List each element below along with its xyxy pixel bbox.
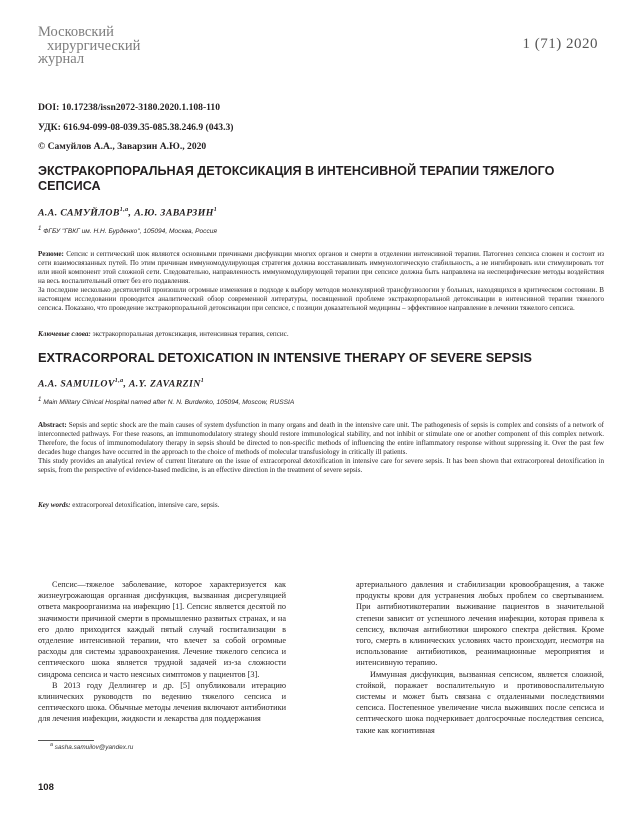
authors-en: A.A. SAMUILOV$^{1,a}$, A.Y. ZAVARZIN$^1$ xyxy=(38,378,205,390)
body-column-right xyxy=(356,579,604,736)
authors-ru: А.А. САМУЙЛОВ$^{1,a}$, А.Ю. ЗАВАРЗИН$^1$ xyxy=(38,207,218,219)
abstract-en-p1 xyxy=(38,421,604,457)
author-1-sup: 1,a xyxy=(119,207,129,213)
keywords-en xyxy=(38,501,219,509)
article-title-en: EXTRACORPORAL DETOXICATION IN INTENSIVE THERAPY OF SEVERE SEPSIS xyxy=(38,350,532,365)
author-1-sup: 1,a xyxy=(114,378,124,384)
abstract-label: Резюме: xyxy=(38,250,64,258)
issue-number: 1 (71) 2020 xyxy=(522,36,598,52)
keywords-text: extracorporeal detoxification, intensive care, sepsis. xyxy=(72,501,220,509)
abstract-label: Abstract: xyxy=(38,421,67,429)
article-title-ru: ЭКСТРАКОРПОРАЛЬНАЯ ДЕТОКСИКАЦИЯ В ИНТЕНСИВНОЙ ТЕРАПИИ ТЯЖЕЛОГО СЕПСИСА xyxy=(38,164,555,193)
logo-line-3: журнал xyxy=(38,51,85,67)
affiliation-en xyxy=(38,397,294,406)
abstract-text: Сепсис и септический шок являются основными причинами дисфункции многих органов и смерти в отделении интенсивной терапии. Патогенез сепсиса сложен и состоит из сети взаимосвязанных путей. По этим причинам иммуномодулирующая стратегия должна восстанавливать иммунологическую стабильность, а не ингибировать или стимулировать тот или иной компонент этой сложной сети. Следовательно, направленность иммуномодулирующей терапии при сепсисе должна быть направлена на неспецифические методы воздействия на весь воспалительный ответ без его подавления. xyxy=(38,250,604,286)
abstract-text: Sepsis and septic shock are the main causes of system dysfunction in many organs and death in the intensive care unit. The pathogenesis of sepsis is complex and consists of a network of interconnected pathways. For these reasons, an immunomodulatory strategy should restore immunological stability, and not inhibit or stimulate one or another component of this complex network. Therefore, the focus of immunomodulatory therapy in sepsis should be directed to non-specific methods of influencing the entire inflammatory response without suppressing it. Over the past few decades huge changes have occurred in the approach to the choice of methods of molecular transfusiology in critically ill patients. xyxy=(38,421,604,457)
footnote xyxy=(50,742,133,751)
footnote-sup: a xyxy=(50,742,53,748)
abstract-ru-p1 xyxy=(38,250,604,286)
page-number: 108 xyxy=(38,782,54,793)
udc: УДК: 616.94-099-08-039.35-085.38.246.9 (043.3) xyxy=(38,122,234,133)
author-2-sup: 1 xyxy=(213,207,218,213)
abstract-ru-p2: За последние несколько десятилетий произошли огромные изменения в подходе к выбору методов молекулярной трансфузиологии у больных, находящихся в критическом состоянии. В настоящем исследовании проводится аналитический обзор современной литературы, посвященной проблеме экстракорпоральной детоксикации в интенсивной терапии тяжелого сепсиса. Показано, что проведение экстракорпоральной детоксикации при сепсисе, с позиции доказательной медицины – эффективное направление в лечении тяжелого сепсиса. xyxy=(38,286,604,313)
keywords-text: экстракорпоральная детоксикация, интенсивная терапия, сепсис. xyxy=(92,330,289,338)
body-paragraph: Сепсис—тяжелое заболевание, которое характеризуется как жизнеугрожающая органная дисфункция, вызванная дисрегуляцией ответа макроорганизма на инфекцию [1]. Сепсис является десятой по значимости причиной смерти в промышленно развитых странах, и на его долю приходится каждый пятый случай госпитализации в отделение интенсивной терапии, что влечет за собой огромные расходы для системы здравоохранения. Лечение тяжелого сепсиса и септического шока является трудной задачей из-за сложности синдрома сепсиса и часто неясных симптомов у пациентов [3]. xyxy=(38,580,286,679)
body-paragraph: В 2013 году Деллингер и др. [5] опубликовали итерацию клинических руководств по ведению тяжелого сепсиса и септического шока. Обычные методы лечения включают антибиотики для лечения инфекции, жидкости и лекарства для поддержания xyxy=(38,680,286,724)
doi: DOI: 10.17238/issn2072-3180.2020.1.108-110 xyxy=(38,102,221,113)
author-2-name: A.Y. ZAVARZIN xyxy=(128,378,201,390)
logo-line-1: Московский xyxy=(38,24,114,40)
footnote-rule xyxy=(38,740,94,741)
abstract-en xyxy=(38,421,604,475)
abstract-en-p2: This study provides an analytical review of current literature on the issue of extracorporeal detoxification in intensive care for severe sepsis. It has been shown that extracorporeal detoxification in sepsis, from the perspective of evidence-based medicine, is an effective direction in the treatment of severe sepsis. xyxy=(38,457,604,475)
affiliation-sup: 1 xyxy=(38,226,42,232)
journal-logo xyxy=(38,26,198,68)
logo-line-2: хирургический xyxy=(47,37,141,54)
body-paragraph: Иммунная дисфункция, вызванная сепсисом, является сложной, стойкой, поражает воспалительную и противовоспалительную системы и может быть связана с отдаленными последствиями сепсиса. Постепенное увеличение числа выживших после сепсиса и септического шока подчеркивает долгосрочные последствия сепсиса, такие как когнитивная xyxy=(356,669,604,735)
copyright: © Самуйлов А.А., Заварзин А.Ю., 2020 xyxy=(38,141,207,152)
affiliation-sup: 1 xyxy=(38,397,42,403)
affiliation-text: Main Military Clinical Hospital named after N. N. Burdenko, 105094, Moscow, RUSSIA xyxy=(43,399,295,407)
keywords-label: Ключевые слова: xyxy=(38,330,91,338)
author-1-name: А.А. САМУЙЛОВ xyxy=(38,207,120,219)
author-2-name: А.Ю. ЗАВАРЗИН xyxy=(134,207,214,219)
abstract-ru xyxy=(38,250,604,313)
body-column-left xyxy=(38,579,286,725)
affiliation-ru xyxy=(38,226,217,235)
keywords-label: Key words: xyxy=(38,501,71,509)
affiliation-text: ФГБУ "ГВКГ им. Н.Н. Бурденко", 105094, Москва, Россия xyxy=(43,228,217,236)
author-1-name: A.A. SAMUILOV xyxy=(38,378,115,390)
footnote-email[interactable]: sasha.samuilov@yandex.ru xyxy=(54,744,134,752)
body-paragraph: артериального давления и стабилизации кровообращения, а также продукты крови для устранения любых проблем со свертыванием. При антибиотикотерапии выживание пациентов в значительной степени зависит от успешного лечения инфекции, которая привела к сепсису, включая антибиотики широкого спектра действия. Кроме того, смерть в клинических условиях часто происходит, несмотря на использование антибиотиков, реанимационные мероприятия и интенсивную терапию. xyxy=(356,580,604,668)
author-2-sup: 1 xyxy=(200,378,205,384)
keywords-ru xyxy=(38,330,289,338)
